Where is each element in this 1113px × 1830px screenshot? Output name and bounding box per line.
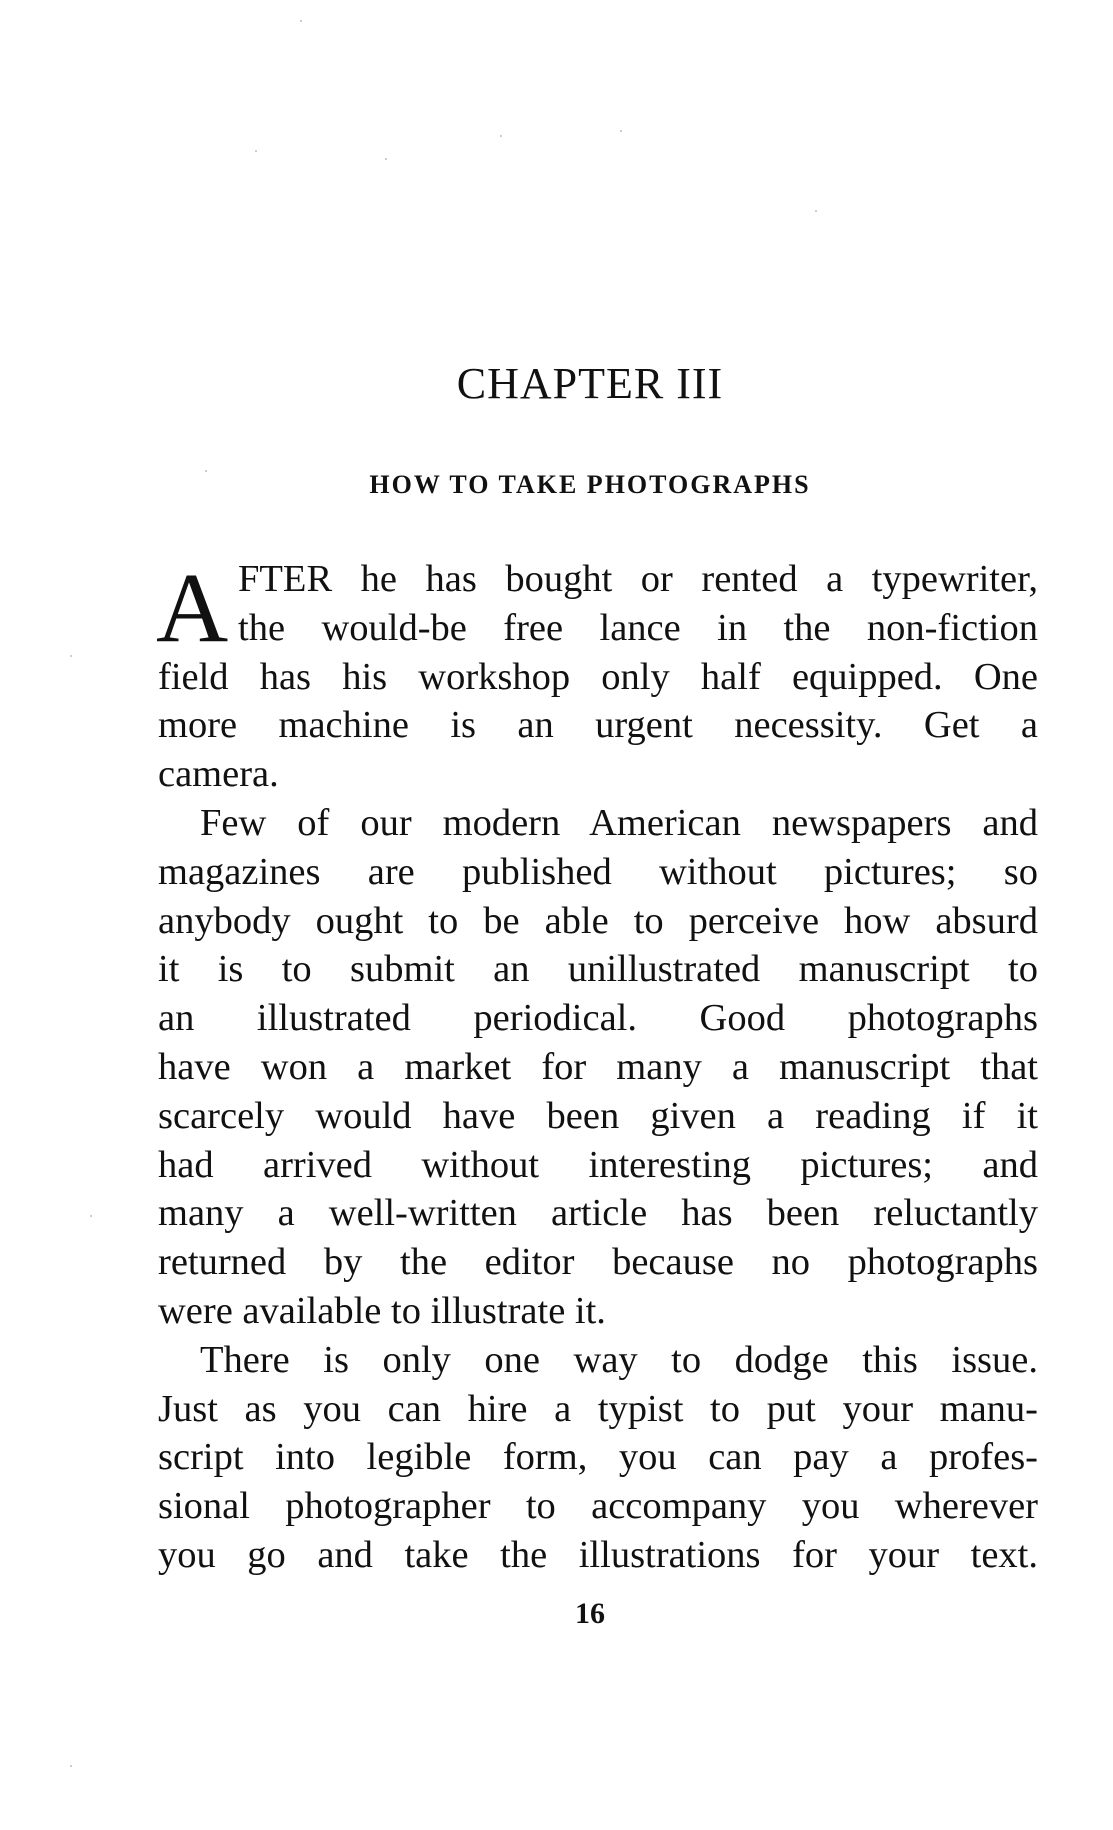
text-line: FTER he has bought or rented a typewriter,	[238, 558, 1038, 600]
scan-speck	[500, 135, 502, 137]
text-line: you go and take the illustrations for your text.	[158, 1533, 1038, 1576]
text-line: have won a market for many a manuscript that	[158, 1045, 1038, 1088]
text-line: anybody ought to be able to perceive how absurd	[158, 899, 1038, 942]
text-line: had arrived without interesting pictures; and	[158, 1143, 1038, 1186]
text-line: were available to illustrate it.	[158, 1289, 606, 1332]
body-text	[156, 552, 1038, 1580]
page-number: 16	[575, 1597, 605, 1630]
scan-speck	[385, 158, 387, 160]
text-line: returned by the editor because no photographs	[158, 1241, 1038, 1284]
scan-speck	[815, 210, 817, 212]
scan-speck	[205, 470, 207, 472]
chapter-subtitle: HOW TO TAKE PHOTOGRAPHS	[369, 470, 811, 499]
text-line: many a well-written article has been reluctantly	[158, 1192, 1038, 1235]
drop-cap: A	[156, 552, 229, 663]
text-line: Just as you can hire a typist to put your manu-	[158, 1387, 1038, 1430]
scan-speck	[70, 1765, 72, 1767]
text-line: There is only one way to dodge this issue.	[200, 1338, 1038, 1381]
scan-speck	[90, 1215, 92, 1217]
text-line: field has his workshop only half equipped. One	[158, 655, 1038, 698]
text-line: Few of our modern American newspapers and	[200, 801, 1038, 844]
scan-speck	[620, 130, 622, 132]
scan-speck	[255, 150, 257, 152]
text-line: the would-be free lance in the non-fiction	[238, 606, 1038, 649]
chapter-title: CHAPTER III	[456, 359, 724, 408]
text-line: camera.	[158, 753, 279, 796]
text-line: magazines are published without pictures; so	[158, 850, 1038, 893]
text-line: an illustrated periodical. Good photographs	[158, 997, 1038, 1040]
text-line: script into legible form, you can pay a profes-	[158, 1436, 1038, 1479]
text-line: sional photographer to accompany you wherever	[158, 1485, 1038, 1528]
scan-speck	[70, 655, 72, 657]
text-line: scarcely would have been given a reading if it	[158, 1094, 1038, 1137]
scan-speck	[300, 20, 302, 22]
text-line: it is to submit an unillustrated manuscript to	[158, 948, 1038, 991]
text-line: more machine is an urgent necessity. Get a	[158, 704, 1038, 747]
